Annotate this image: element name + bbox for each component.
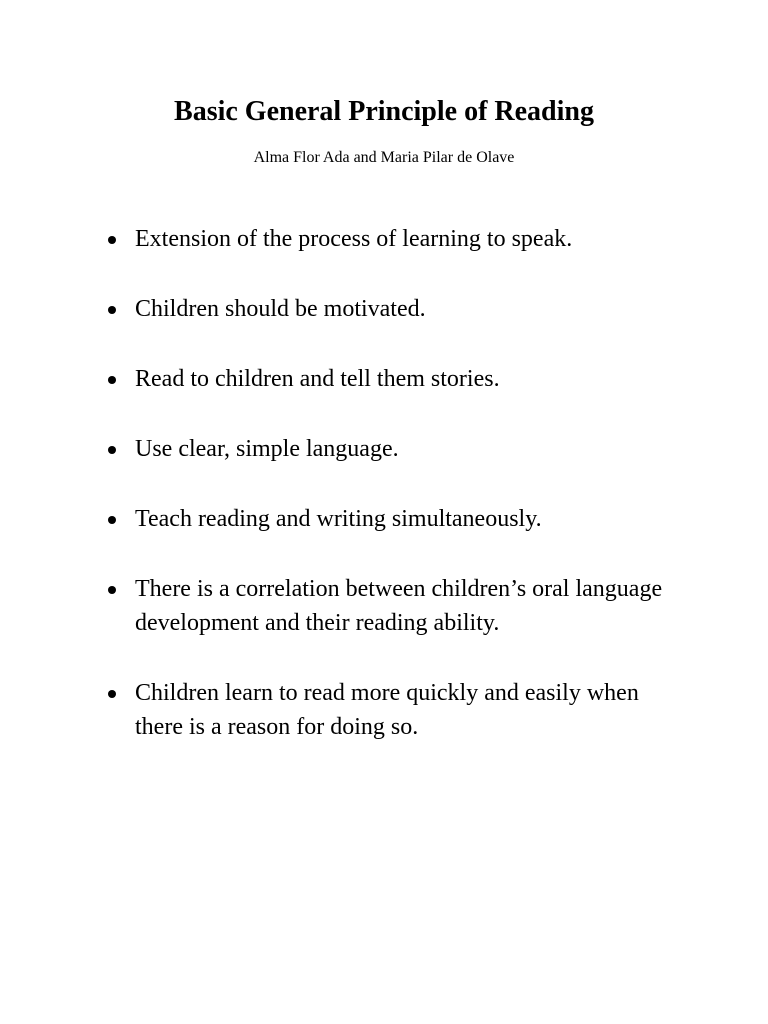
bullet-icon (108, 586, 116, 594)
bullet-icon (108, 306, 116, 314)
list-item (108, 362, 688, 396)
bullet-icon (108, 690, 116, 698)
bullet-icon (108, 376, 116, 384)
list-item-text: Use clear, simple language. (135, 436, 399, 462)
bullet-icon (108, 236, 116, 244)
list-item-text: Children should be motivated. (135, 296, 426, 322)
bullet-icon (108, 516, 116, 524)
list-item-text: Children learn to read more quickly and easily when there is a reason for doing so. (135, 680, 639, 740)
list-item (108, 502, 688, 536)
list-item (108, 572, 688, 640)
list-item (108, 676, 688, 744)
list-item-text: Extension of the process of learning to speak. (135, 226, 573, 252)
list-item (108, 432, 688, 466)
bullet-icon (108, 446, 116, 454)
authors-line: Alma Flor Ada and Maria Pilar de Olave (253, 149, 515, 166)
list-item (108, 292, 688, 326)
page-title: Basic General Principle of Reading (174, 96, 594, 127)
list-item-text: Read to children and tell them stories. (135, 366, 500, 392)
list-item-text: There is a correlation between children’s oral language development and their reading ability. (135, 576, 663, 636)
list-item (108, 222, 688, 256)
list-item-text: Teach reading and writing simultaneously. (135, 506, 542, 532)
